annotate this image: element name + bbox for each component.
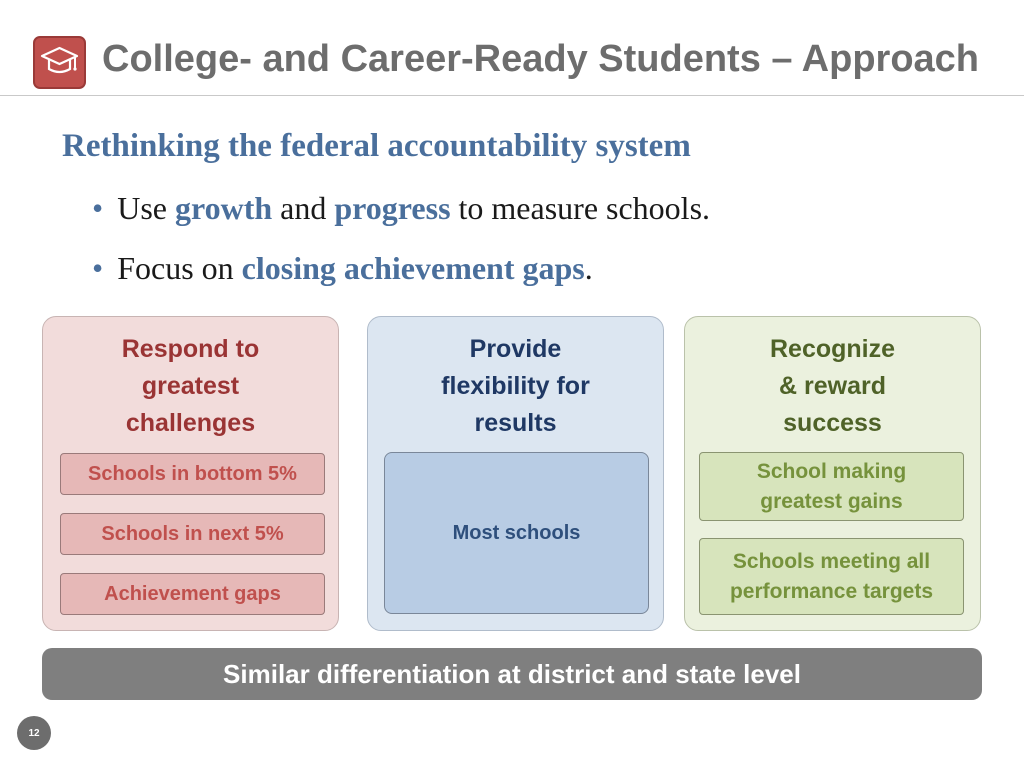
panel-respond	[42, 316, 339, 631]
box-achievement-gaps: Achievement gaps	[60, 573, 325, 615]
bullet-dot: •	[92, 250, 104, 286]
box-most-schools: Most schools	[384, 452, 649, 614]
page-title: College- and Career-Ready Students – Approach	[102, 38, 980, 80]
panel-title-line: challenges	[125, 409, 256, 437]
panel-title	[685, 331, 980, 442]
panel-title	[43, 331, 338, 442]
box-greatest-gains	[699, 452, 964, 521]
panel-title-line: Recognize	[769, 335, 896, 363]
bullet-emphasis-progress: progress	[334, 190, 451, 226]
page-number: 12	[17, 716, 51, 750]
footer-banner: Similar differentiation at district and state level	[42, 648, 982, 700]
graduation-cap-icon	[33, 36, 86, 89]
box-meeting-targets	[699, 538, 964, 615]
panel-title-line: Provide	[469, 335, 562, 363]
panel-title-line: & reward	[779, 372, 886, 400]
bullet-emphasis-growth: growth	[174, 190, 273, 226]
panel-title-line: flexibility for	[441, 372, 590, 400]
bullet-text: and	[272, 190, 335, 226]
bullet-text: Focus on	[117, 250, 242, 286]
bullet-dot: •	[92, 190, 104, 226]
panel-title-line: success	[783, 409, 882, 437]
panel-title-line: greatest	[141, 372, 240, 400]
panel-provide	[367, 316, 664, 631]
box-bottom-5: Schools in bottom 5%	[60, 453, 325, 495]
bullet-text: to measure schools.	[450, 190, 711, 226]
bullet-growth-progress	[92, 190, 710, 227]
bullet-text: Use	[117, 190, 175, 226]
bullet-emphasis-gaps: closing achievement gaps	[241, 250, 585, 286]
panel-title	[368, 331, 663, 442]
box-text-line: greatest gains	[760, 489, 903, 513]
bullet-closing-gaps	[92, 250, 593, 287]
panel-recognize	[684, 316, 981, 631]
box-next-5: Schools in next 5%	[60, 513, 325, 555]
box-text-line: performance targets	[729, 579, 934, 603]
panel-title-line: results	[474, 409, 557, 437]
box-text-line: Schools meeting all	[732, 549, 931, 573]
bullet-text: .	[584, 250, 593, 286]
panel-title-line: Respond to	[121, 335, 260, 363]
section-subtitle: Rethinking the federal accountability system	[62, 128, 691, 164]
title-divider	[0, 95, 1024, 96]
box-text-line: School making	[756, 459, 907, 483]
